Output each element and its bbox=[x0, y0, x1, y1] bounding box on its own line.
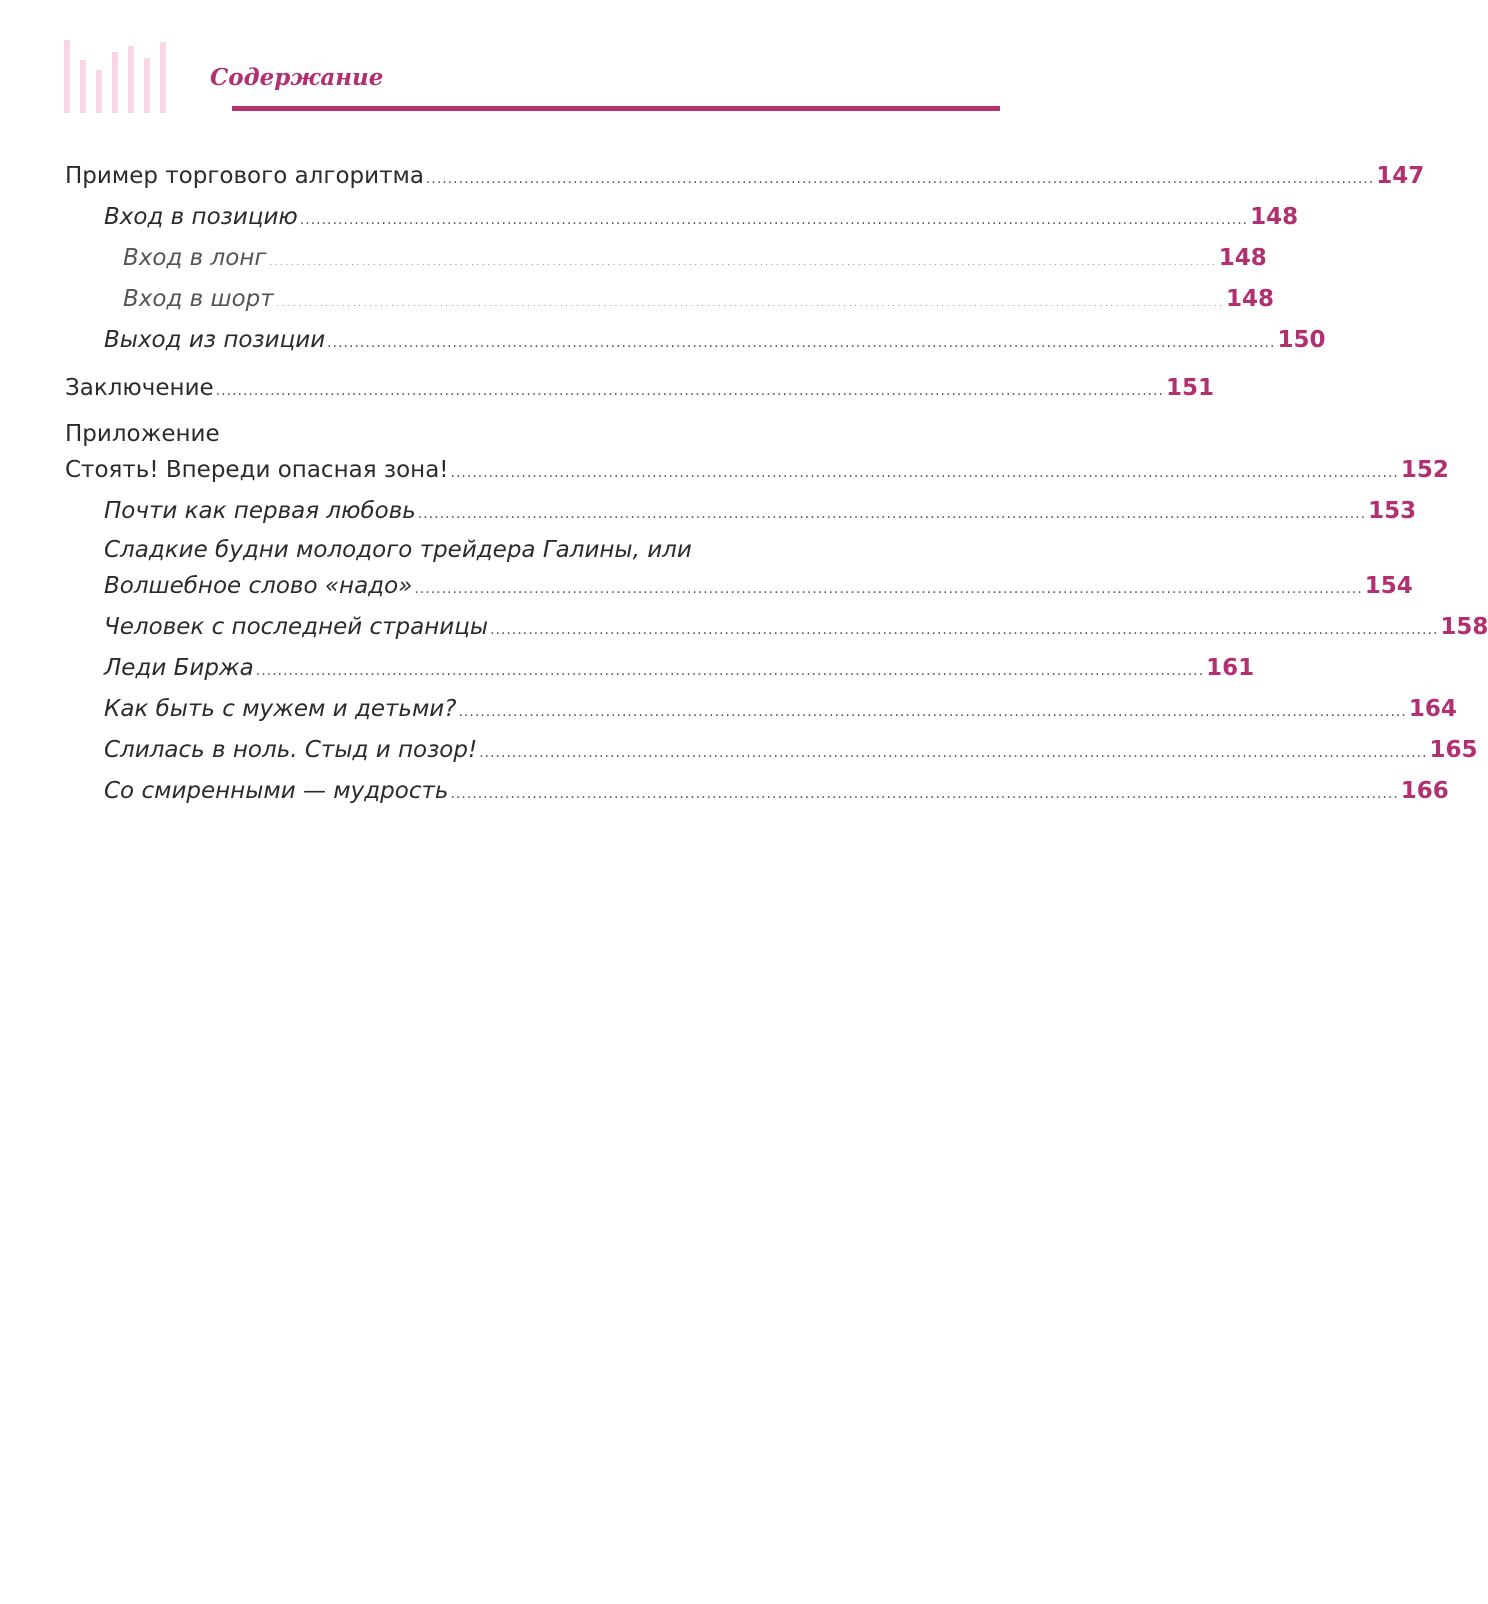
toc-entry-page: 164 bbox=[1408, 696, 1457, 722]
page-title: Содержание bbox=[210, 64, 384, 91]
toc-entry-title: Заключение bbox=[65, 375, 214, 401]
leader-dots: .............................................................................................................................................................................. bbox=[479, 745, 1428, 761]
toc-entry-title: Волшебное слово «надо» bbox=[104, 573, 413, 599]
leader-dots: .............................................................................................................................................................................. bbox=[490, 622, 1439, 638]
toc-entry bbox=[65, 649, 1255, 690]
toc-entry-title: Слилась в ноль. Стыд и позор! bbox=[104, 737, 478, 763]
toc-entry bbox=[65, 157, 1425, 198]
toc-entry-page: 158 bbox=[1440, 614, 1488, 640]
toc-entry bbox=[65, 198, 1299, 239]
toc-entry bbox=[65, 492, 1417, 533]
toc-entry-page: 166 bbox=[1400, 778, 1449, 804]
toc-section-heading: Приложение bbox=[65, 421, 220, 447]
leader-dots: .............................................................................................................................................................................. bbox=[299, 212, 1249, 228]
toc-entry-title: Пример торгового алгоритма bbox=[65, 163, 424, 189]
leader-dots: .............................................................................................................................................................................. bbox=[417, 506, 1367, 522]
toc-entry-title: Леди Биржа bbox=[104, 655, 254, 681]
toc-entry-title: Стоять! Впереди опасная зона! bbox=[65, 457, 449, 483]
toc-entry bbox=[65, 451, 1449, 492]
toc-entry-title: Как быть с мужем и детьми? bbox=[104, 696, 457, 722]
toc-entry-page: 148 bbox=[1226, 286, 1275, 312]
toc-entry-page: 152 bbox=[1400, 457, 1449, 483]
leader-dots: .............................................................................................................................................................................. bbox=[458, 704, 1407, 720]
leader-dots: .............................................................................................................................................................................. bbox=[327, 335, 1276, 351]
toc-entry-title: Почти как первая любовь bbox=[104, 498, 416, 524]
toc-entry-page: 165 bbox=[1429, 737, 1478, 763]
toc-entry bbox=[65, 608, 1488, 649]
leader-dots: .............................................................................................................................................................................. bbox=[275, 294, 1225, 310]
toc-entry-title: Вход в позицию bbox=[104, 204, 298, 230]
toc-entry-page: 148 bbox=[1250, 204, 1299, 230]
header-rule bbox=[232, 106, 1000, 111]
table-of-contents bbox=[65, 157, 1488, 813]
toc-entry-page: 161 bbox=[1206, 655, 1255, 681]
toc-entry-page: 153 bbox=[1368, 498, 1417, 524]
toc-entry-page: 147 bbox=[1376, 163, 1425, 189]
toc-entry-title: Вход в шорт bbox=[123, 286, 274, 312]
toc-entry bbox=[65, 369, 1215, 410]
toc-entry-page: 154 bbox=[1364, 573, 1413, 599]
toc-entry-title: Вход в лонг bbox=[123, 245, 267, 271]
leader-dots: .............................................................................................................................................................................. bbox=[215, 383, 1165, 399]
toc-entry bbox=[65, 321, 1326, 362]
toc-entry bbox=[65, 772, 1449, 813]
toc-entry-title: Человек с последней страницы bbox=[104, 614, 489, 640]
decorative-bars-icon bbox=[64, 38, 180, 113]
leader-dots: .............................................................................................................................................................................. bbox=[414, 581, 1363, 597]
toc-entry-page: 151 bbox=[1166, 375, 1215, 401]
toc-entry-title: Выход из позиции bbox=[104, 327, 326, 353]
toc-entry bbox=[65, 280, 1275, 321]
toc-entry bbox=[65, 731, 1478, 772]
toc-entry-title-line: Сладкие будни молодого трейдера Галины, или bbox=[104, 537, 692, 563]
leader-dots: .............................................................................................................................................................................. bbox=[255, 663, 1205, 679]
leader-dots: .............................................................................................................................................................................. bbox=[450, 465, 1399, 481]
toc-entry-title: Со смиренными — мудрость bbox=[104, 778, 449, 804]
toc-entry-page: 150 bbox=[1277, 327, 1326, 353]
toc-entry-page: 148 bbox=[1218, 245, 1267, 271]
leader-dots: .............................................................................................................................................................................. bbox=[450, 786, 1399, 802]
toc-entry bbox=[65, 567, 1413, 608]
toc-entry bbox=[65, 690, 1457, 731]
leader-dots: .............................................................................................................................................................................. bbox=[425, 171, 1375, 187]
leader-dots: .............................................................................................................................................................................. bbox=[268, 253, 1217, 269]
toc-entry bbox=[65, 239, 1267, 280]
